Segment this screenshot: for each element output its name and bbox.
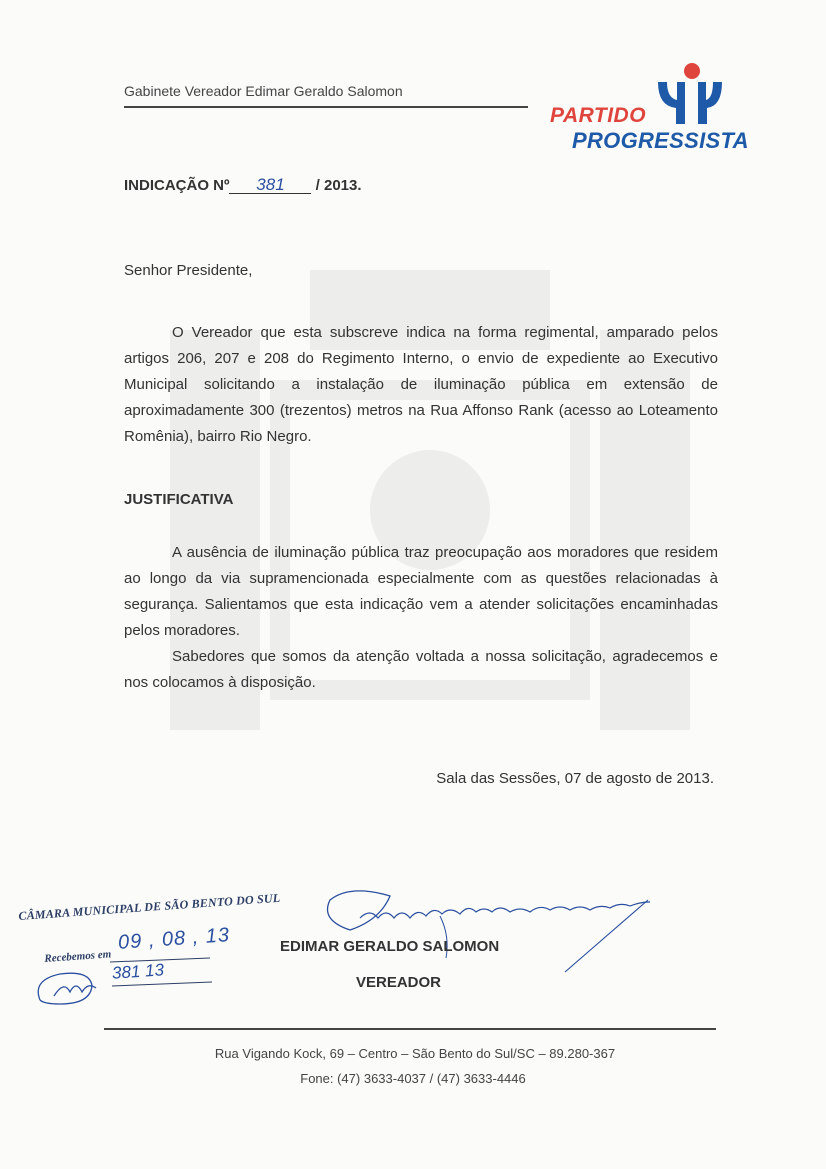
footer-address — [0, 1046, 826, 1061]
footer-divider — [104, 1028, 716, 1030]
stamp-institution: CÂMARA MUNICIPAL DE SÃO BENTO DO SUL — [18, 890, 281, 923]
party-name-line2: PROGRESSISTA — [572, 128, 749, 153]
salutation: Senhor Presidente, — [124, 262, 253, 279]
indicacao-year: / 2013. — [315, 177, 362, 194]
justification-heading: JUSTIFICATIVA — [124, 491, 234, 508]
header-divider — [124, 106, 528, 108]
signer-name: EDIMAR GERALDO SALOMON — [280, 938, 500, 955]
paragraph-text: O Vereador que esta subscreve indica na forma regimental, amparado pelos artigos 206, 207 e 208 do Regimento Interno, o envio de expediente ao Executivo Municipal solicitando a instalação de iluminação pública em extensão de aproximadamente 300 (trezentos) metros na Rua Affonso Rank (acesso ao Loteamento Romênia), bairro Rio Negro. — [124, 324, 718, 445]
footer-address-text: Rua Vigando Kock, 69 – Centro – São Bento do Sul/SC – 89.280-367 — [214, 1046, 616, 1061]
body-paragraph-1 — [124, 320, 718, 450]
paragraph-text: A ausência de iluminação pública traz preocupação aos moradores que residem ao longo da via supramencionada especialmente com as questões relacionadas à segurança. Salientamos que esta indicação vem a atender solicitações encaminhadas pelos moradores. — [124, 544, 718, 639]
justification-text — [124, 540, 718, 696]
paragraph-text: Sabedores que somos da atenção voltada a nossa solicitação, agradecemos e nos colocamos à disposição. — [124, 648, 718, 691]
indicacao-number: 381 — [229, 177, 311, 194]
signature-icon — [300, 880, 670, 980]
place-date: Sala das Sessões, 07 de agosto de 2013. — [436, 770, 714, 787]
stamp-protocol-number: 381 13 — [111, 960, 165, 983]
indicacao-title — [124, 177, 362, 194]
signer-role: VEREADOR — [356, 974, 442, 991]
party-name-line1: PARTIDO — [550, 104, 647, 127]
indicacao-prefix: INDICAÇÃO Nº — [124, 177, 230, 194]
footer-phone: Fone: (47) 3633-4037 / (47) 3633-4446 — [300, 1071, 526, 1086]
stamp-received-date: 09 , 08 , 13 — [117, 924, 231, 954]
stamp-received-label: Recebemos em — [44, 948, 112, 965]
office-header: Gabinete Vereador Edimar Geraldo Salomon — [124, 83, 403, 99]
party-emblem-icon — [652, 62, 722, 126]
party-logo — [548, 62, 749, 162]
